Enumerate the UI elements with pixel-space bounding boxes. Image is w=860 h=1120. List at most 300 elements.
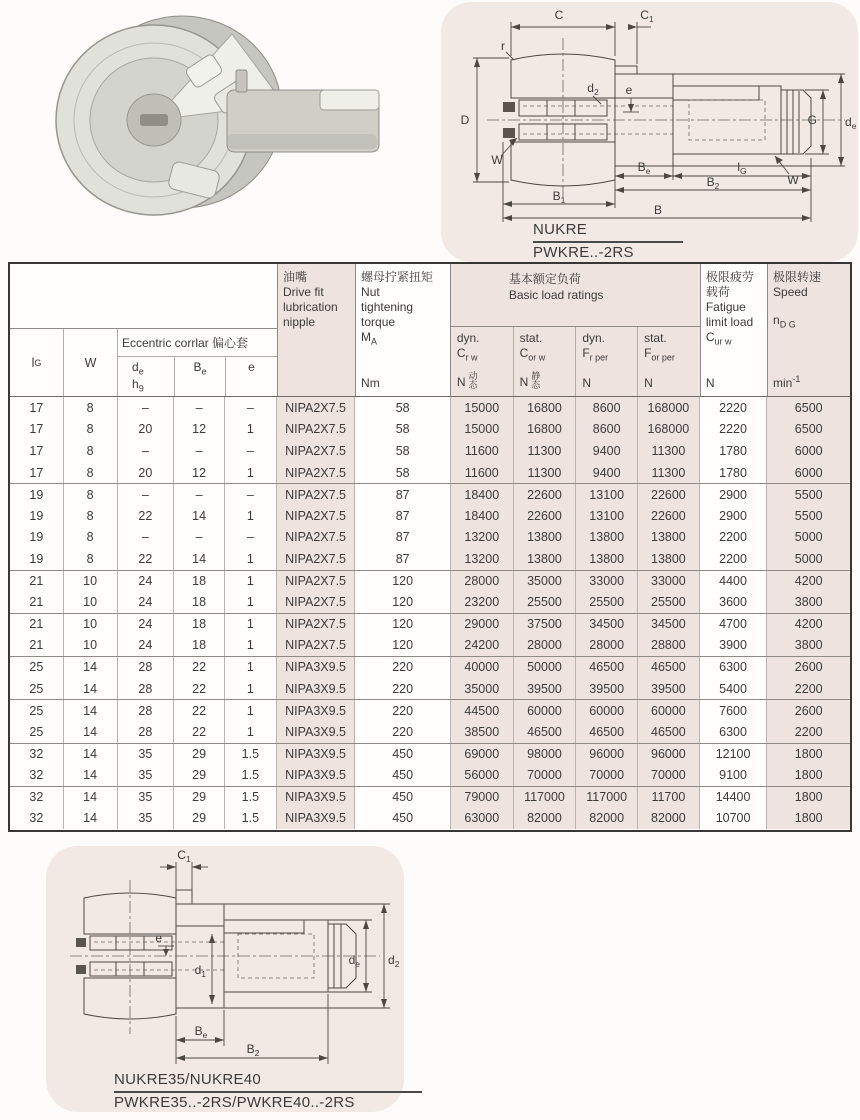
table-cell: 1.5 (225, 787, 277, 808)
dim-label-C1: C (177, 848, 186, 862)
header-Corw: stat. $C_{or w}$ N 静态 (514, 327, 577, 396)
header-Forper: stat. $F_{or per}$ N (644, 331, 675, 390)
table-row (10, 419, 850, 441)
header-eccentric-group (118, 329, 277, 396)
table-cell: 1800 (767, 744, 850, 765)
table-cell: 2200 (767, 721, 850, 743)
table-row (10, 743, 850, 765)
table-cell: NIPA3X9.5 (277, 700, 356, 721)
table-cell: 1 (225, 657, 277, 678)
table-cell: 39500 (514, 678, 577, 700)
table-cell: 35000 (514, 571, 577, 592)
dim-label-d2: d (587, 81, 594, 95)
table-cell: 25500 (576, 591, 638, 613)
table-cell: 14 (174, 505, 225, 527)
table-cell: 22600 (638, 505, 700, 527)
table-cell: 87 (355, 484, 451, 505)
bottom-drawing-caption (114, 1070, 422, 1113)
table-cell: 70000 (576, 764, 638, 786)
table-cell: 1780 (700, 440, 768, 462)
table-cell: 8 (64, 505, 118, 527)
table-cell: 35 (118, 807, 175, 829)
table-cell: 69000 (451, 744, 514, 765)
table-cell: 220 (355, 657, 451, 678)
table-cell: 6000 (767, 462, 850, 484)
table-cell: 96000 (576, 744, 638, 765)
header-de-h9: $d_e$ $h_9$ (118, 357, 175, 396)
table-cell: 20 (118, 419, 175, 441)
table-cell: 11300 (638, 440, 700, 462)
table-cell: 10 (64, 591, 118, 613)
table-cell: 8 (64, 484, 118, 505)
table-cell: 9400 (576, 462, 638, 484)
header-eccentric-label: Eccentric corrlar 偏心套 (122, 336, 249, 350)
table-cell: 38500 (451, 721, 514, 743)
table-cell: 22 (174, 721, 225, 743)
table-cell: 28 (118, 678, 175, 700)
table-cell: 168000 (638, 419, 700, 441)
table-cell: 50000 (514, 657, 577, 678)
table-cell: 16800 (514, 397, 577, 419)
svg-text:d1: $d_1$ (194, 963, 206, 979)
dim-label-de: d (845, 115, 852, 129)
table-cell: NIPA2X7.5 (277, 635, 356, 657)
table-cell: 25500 (638, 591, 700, 613)
table-cell: 82000 (638, 807, 700, 829)
table-cell: 82000 (576, 807, 638, 829)
table-cell: 46500 (576, 657, 638, 678)
table-cell: 450 (355, 787, 451, 808)
table-cell: 18400 (451, 505, 514, 527)
table-cell: 58 (355, 440, 451, 462)
table-cell: 32 (10, 807, 64, 829)
table-cell: 46500 (514, 721, 577, 743)
table-cell: 14 (64, 678, 118, 700)
table-cell: – (174, 484, 225, 505)
table-cell: NIPA3X9.5 (277, 721, 356, 743)
table-cell: 10700 (700, 807, 768, 829)
table-cell: 5000 (767, 548, 850, 570)
table-cell: NIPA2X7.5 (277, 571, 356, 592)
table-cell: 1 (225, 614, 277, 635)
table-cell: 1 (225, 419, 277, 441)
dim-label-B2: B (246, 1042, 255, 1056)
table-cell: – (174, 527, 225, 549)
table-cell: 2900 (700, 484, 768, 505)
table-cell: 60000 (638, 700, 700, 721)
table-cell: 6300 (700, 721, 768, 743)
table-cell: 25 (10, 678, 64, 700)
table-row (10, 764, 850, 786)
table-cell: NIPA3X9.5 (277, 678, 356, 700)
table-cell: 29 (174, 787, 225, 808)
table-cell: 14 (64, 721, 118, 743)
table-cell: 12 (174, 419, 225, 441)
svg-text:W (787, 173, 799, 187)
table-cell: – (118, 440, 175, 462)
table-cell: 13800 (576, 527, 638, 549)
table-cell: 14 (64, 657, 118, 678)
table-cell: 5400 (700, 678, 768, 700)
table-cell: 3800 (767, 591, 850, 613)
header-fatigue: 极限疲劳 载荷 Fatigue limit load $C_{ur w}$ N (701, 264, 768, 396)
table-cell: 13800 (514, 548, 577, 570)
table-cell: 8 (64, 419, 118, 441)
table-cell: 11300 (514, 462, 577, 484)
table-cell: 2220 (700, 397, 768, 419)
table-cell: NIPA3X9.5 (277, 787, 356, 808)
table-cell: 1 (225, 721, 277, 743)
table-cell: 13800 (638, 527, 700, 549)
table-cell: 2900 (700, 505, 768, 527)
table-cell: 22 (174, 678, 225, 700)
table-cell: 28 (118, 700, 175, 721)
table-cell: 25500 (514, 591, 577, 613)
table-cell: 25 (10, 657, 64, 678)
table-cell: 1 (225, 678, 277, 700)
table-cell: 120 (355, 591, 451, 613)
dim-label-W-right: W (787, 173, 799, 187)
table-row (10, 527, 850, 549)
top-drawing-caption (533, 220, 683, 263)
table-cell: 29 (174, 807, 225, 829)
table-cell: 8 (64, 548, 118, 570)
table-cell: 28000 (514, 635, 577, 657)
table-row (10, 807, 850, 829)
table-cell: 34500 (576, 614, 638, 635)
table-row (10, 483, 850, 505)
svg-text:d2: $d_2$ (388, 953, 400, 969)
table-cell: 17 (10, 440, 64, 462)
table-cell: – (174, 440, 225, 462)
dim-label-d1: d (194, 963, 202, 977)
table-cell: 18 (174, 635, 225, 657)
dim-label-r: r (501, 39, 505, 53)
svg-text:G (808, 113, 817, 127)
table-cell: 117000 (576, 787, 638, 808)
dim-label-lG: l (737, 160, 741, 174)
table-cell: NIPA2X7.5 (277, 440, 356, 462)
header-lG: l G (10, 329, 64, 396)
table-cell: 33000 (576, 571, 638, 592)
table-cell: 24 (118, 591, 175, 613)
table-cell: 14 (174, 548, 225, 570)
table-cell: 10 (64, 571, 118, 592)
svg-text:d2: $d_2$ (587, 81, 599, 97)
table-cell: 220 (355, 721, 451, 743)
table-row (10, 591, 850, 613)
table-cell: 1.5 (225, 764, 277, 786)
table-cell: 1 (225, 505, 277, 527)
table-row (10, 786, 850, 808)
table-cell: 1.5 (225, 744, 277, 765)
dim-label-B1: B (552, 189, 561, 203)
table-cell: 2600 (767, 657, 850, 678)
table-cell: 10 (64, 614, 118, 635)
table-cell: 4700 (700, 614, 768, 635)
dim-label-W-left: W (491, 153, 503, 167)
table-cell: – (118, 527, 175, 549)
table-cell: 15000 (451, 419, 514, 441)
table-cell: 14 (64, 807, 118, 829)
table-cell: 9400 (576, 440, 638, 462)
table-cell: 2200 (700, 548, 768, 570)
table-cell: 60000 (514, 700, 577, 721)
table-cell: 21 (10, 591, 64, 613)
table-cell: 24 (118, 571, 175, 592)
table-cell: 14 (64, 744, 118, 765)
table-cell: 35 (118, 744, 175, 765)
table-cell: 2220 (700, 419, 768, 441)
table-cell: 28 (118, 721, 175, 743)
table-row (10, 548, 850, 570)
table-cell: 8600 (576, 419, 638, 441)
table-row (10, 440, 850, 462)
table-cell: 450 (355, 807, 451, 829)
table-cell: 87 (355, 548, 451, 570)
table-cell: 17 (10, 397, 64, 419)
table-cell: 450 (355, 744, 451, 765)
svg-text:r (501, 39, 505, 53)
table-cell: 15000 (451, 397, 514, 419)
header-Crw: dyn. $C_{r w}$ N 动态 (451, 327, 514, 396)
table-cell: NIPA3X9.5 (277, 807, 356, 829)
dim-label-Be: B (637, 160, 646, 174)
svg-text:C (555, 8, 564, 22)
table-cell: 25 (10, 721, 64, 743)
table-cell: 28000 (576, 635, 638, 657)
table-cell: 120 (355, 635, 451, 657)
table-cell: – (225, 397, 277, 419)
table-cell: 13200 (451, 548, 514, 570)
table-cell: 18 (174, 591, 225, 613)
table-cell: 450 (355, 764, 451, 786)
table-cell: 24 (118, 614, 175, 635)
table-cell: 18 (174, 571, 225, 592)
table-cell: NIPA2X7.5 (277, 591, 356, 613)
table-cell: NIPA2X7.5 (277, 614, 356, 635)
table-cell: 13800 (514, 527, 577, 549)
table-cell: 35 (118, 787, 175, 808)
table-cell: 32 (10, 744, 64, 765)
table-cell: 2200 (767, 678, 850, 700)
table-cell: 6500 (767, 419, 850, 441)
table-cell: 11700 (638, 787, 700, 808)
table-cell: NIPA2X7.5 (277, 419, 356, 441)
header-Be: $B_e$ (175, 357, 226, 396)
table-cell: – (118, 397, 175, 419)
table-body (10, 397, 850, 829)
table-cell: 23200 (451, 591, 514, 613)
series-name: NUKRE (533, 220, 683, 243)
table-cell: 24 (118, 635, 175, 657)
table-cell: 3900 (700, 635, 768, 657)
svg-text:C1: $C_1$ (640, 8, 654, 24)
table-cell: 3600 (700, 591, 768, 613)
table-cell: 1 (225, 548, 277, 570)
table-cell: 1 (225, 635, 277, 657)
table-cell: 39500 (638, 678, 700, 700)
dim-label-e: e (625, 83, 633, 97)
table-row (10, 699, 850, 721)
table-cell: 19 (10, 548, 64, 570)
header-e: e (248, 360, 255, 374)
table-cell: – (225, 440, 277, 462)
table-cell: 13100 (576, 505, 638, 527)
dim-label-e: e (155, 931, 162, 945)
svg-text:Be: $B_e$ (194, 1024, 208, 1040)
table-cell: 70000 (638, 764, 700, 786)
bearing-photo (22, 8, 400, 230)
table-cell: 21 (10, 571, 64, 592)
table-cell: 117000 (514, 787, 577, 808)
table-cell: 11300 (514, 440, 577, 462)
series-name-sealed: PWKRE35..-2RS/PWKRE40..-2RS (114, 1094, 355, 1111)
svg-text:B (654, 203, 662, 217)
table-row (10, 656, 850, 678)
series-name-sealed: PWKRE..-2RS (533, 244, 634, 261)
header-empty-cell (10, 264, 277, 328)
svg-text:B1: $B_1$ (552, 189, 566, 205)
table-cell: 70000 (514, 764, 577, 786)
table-cell: 22600 (638, 484, 700, 505)
table-cell: 11600 (451, 462, 514, 484)
header-torque: 螺母拧紧扭矩 Nut tightening torque $M_A$ Nm (356, 264, 451, 396)
dim-label-B: B (653, 203, 663, 217)
table-cell: 98000 (514, 744, 577, 765)
bottom-drawing-panel (46, 846, 404, 1112)
table-cell: 120 (355, 614, 451, 635)
table-cell: 6000 (767, 440, 850, 462)
table-cell: 20 (118, 462, 175, 484)
table-cell: 4200 (767, 571, 850, 592)
table-cell: 8600 (576, 397, 638, 419)
table-cell: 58 (355, 462, 451, 484)
table-cell: 28000 (451, 571, 514, 592)
table-cell: 19 (10, 527, 64, 549)
dim-label-B2: B (706, 175, 715, 189)
header-nipple: 油嘴 Drive fit lubrication nipple (278, 264, 356, 396)
table-cell: 12100 (700, 744, 768, 765)
table-row (10, 397, 850, 419)
table-cell: 13800 (576, 548, 638, 570)
table-row (10, 570, 850, 592)
svg-text:de: $d_e$ (845, 115, 857, 131)
table-cell: 1 (225, 462, 277, 484)
table-cell: 46500 (638, 657, 700, 678)
table-cell: 13100 (576, 484, 638, 505)
table-cell: NIPA2X7.5 (277, 505, 356, 527)
dim-label-D: D (460, 113, 470, 127)
table-cell: 28800 (638, 635, 700, 657)
table-cell: 2200 (700, 527, 768, 549)
table-cell: – (225, 527, 277, 549)
table-cell: 32 (10, 787, 64, 808)
dim-label-d2: d (388, 953, 395, 967)
table-cell: 1780 (700, 462, 768, 484)
table-cell: 14 (64, 787, 118, 808)
table-cell: 8 (64, 440, 118, 462)
table-header (10, 264, 850, 397)
dim-label-C: C (554, 8, 564, 22)
table-cell: 22 (118, 548, 175, 570)
table-cell: 63000 (451, 807, 514, 829)
data-table (8, 262, 852, 832)
table-cell: NIPA2X7.5 (277, 397, 356, 419)
header-speed: 极限转速 Speed $n_{D G}$ $\min^{-1}$ (768, 264, 850, 396)
table-row (10, 721, 850, 743)
top-drawing-panel (441, 2, 858, 262)
table-cell: 1.5 (225, 807, 277, 829)
table-cell: 11300 (638, 462, 700, 484)
table-cell: 22 (174, 700, 225, 721)
table-cell: 1 (225, 571, 277, 592)
table-cell: NIPA2X7.5 (277, 484, 356, 505)
table-cell: 5500 (767, 484, 850, 505)
table-cell: 1800 (767, 807, 850, 829)
table-cell: 29 (174, 744, 225, 765)
table-cell: 8 (64, 527, 118, 549)
table-cell: 1 (225, 700, 277, 721)
table-cell: – (225, 484, 277, 505)
table-cell: 10 (64, 635, 118, 657)
table-cell: – (174, 397, 225, 419)
table-cell: 18400 (451, 484, 514, 505)
table-cell: 9100 (700, 764, 768, 786)
table-cell: 37500 (514, 614, 577, 635)
table-cell: 46500 (638, 721, 700, 743)
table-cell: 5000 (767, 527, 850, 549)
table-cell: 22 (118, 505, 175, 527)
svg-text:e (155, 931, 162, 945)
table-cell: 39500 (576, 678, 638, 700)
table-cell: 18 (174, 614, 225, 635)
series-name: NUKRE35/NUKRE40 (114, 1070, 422, 1093)
dim-label-C1: C (640, 8, 649, 22)
table-cell: 17 (10, 419, 64, 441)
header-load-label: 基本额定负荷 Basic load ratings (451, 264, 700, 327)
table-cell: 79000 (451, 787, 514, 808)
table-cell: 220 (355, 678, 451, 700)
table-cell: 17 (10, 462, 64, 484)
table-cell: 56000 (451, 764, 514, 786)
table-cell: 1 (225, 591, 277, 613)
header-load-group (451, 264, 701, 396)
table-cell: 8 (64, 462, 118, 484)
svg-text:C1: $C_1$ (177, 848, 191, 864)
table-cell: 19 (10, 484, 64, 505)
table-cell: 16800 (514, 419, 577, 441)
table-cell: NIPA2X7.5 (277, 548, 356, 570)
table-cell: 19 (10, 505, 64, 527)
table-cell: 4400 (700, 571, 768, 592)
table-cell: 60000 (576, 700, 638, 721)
header-left-block (10, 264, 278, 396)
table-cell: 96000 (638, 744, 700, 765)
table-cell: 35 (118, 764, 175, 786)
table-cell: 1800 (767, 787, 850, 808)
table-cell: 58 (355, 419, 451, 441)
table-cell: NIPA3X9.5 (277, 657, 356, 678)
dim-label-de: d (348, 953, 356, 967)
table-cell: 120 (355, 571, 451, 592)
table-cell: 22 (174, 657, 225, 678)
table-cell: 3800 (767, 635, 850, 657)
table-cell: 29 (174, 764, 225, 786)
svg-text:lG: $l_G$ (737, 160, 747, 176)
dim-label-G: G (807, 113, 817, 127)
table-cell: 1800 (767, 764, 850, 786)
